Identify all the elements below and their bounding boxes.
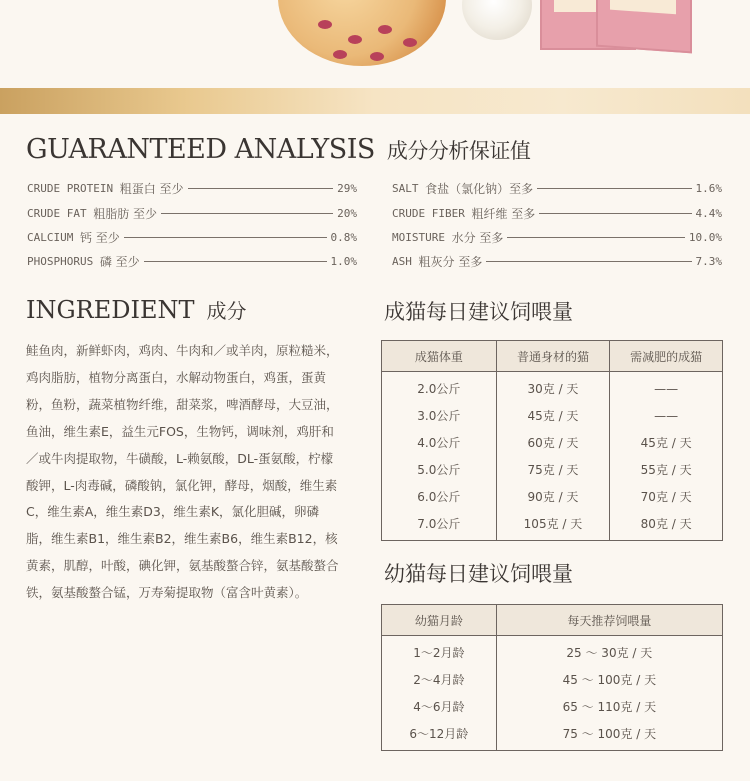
table-row: 6.0公斤 90克 / 天 70克 / 天 [382, 483, 723, 510]
table-header: 成猫体重 [382, 341, 497, 372]
table-row: 5.0公斤 75克 / 天 55克 / 天 [382, 456, 723, 483]
adult-feeding-title: 成猫每日建议饲喂量 [384, 300, 573, 324]
table-header: 幼猫月龄 [382, 605, 497, 636]
table-row: 2～4月龄 45 ～ 100克 / 天 [382, 666, 723, 693]
kitten-feeding-title: 幼猫每日建议饲喂量 [384, 562, 573, 586]
adult-feeding-table [381, 340, 723, 541]
product-banner-image [0, 0, 750, 88]
pizza-image [278, 0, 446, 66]
ingredient-list: 鲑鱼肉，新鲜虾肉，鸡肉、牛肉和／或羊肉，原粒糙米，鸡肉脂肪，植物分离蛋白，水解动物蛋白，鸡蛋，蛋黄粉，鱼粉，蔬菜植物纤维，甜菜浆，啤酒酵母，大豆油，鱼油，维生素E，益生元FOS，生物钙，调味剂，鸡肝和／或牛肉提取物，牛磺酸，L-赖氨酸，DL-蛋氨酸，柠檬酸钾，L-肉毒碱，磷酸钠，氯化钾，酵母，烟酸，维生素C，维生素A，维生素D3，维生素K，氯化胆碱，卵磷脂，维生素B1，维生素B2，维生素B6，维生素B12，核黄素，肌醇，叶酸，碘化钾，氨基酸螯合锌，氨基酸螯合铁，氨基酸螯合锰，万寿菊提取物（富含叶黄素）。 [26, 343, 339, 601]
analysis-row-phosphorus: PHOSPHORUS 磷 至少 1.0% [27, 255, 357, 269]
table-row: 2.0公斤 30克 / 天 —— [382, 372, 723, 403]
table-row: 4～6月龄 65 ～ 110克 / 天 [382, 693, 723, 720]
analysis-row-calcium: CALCIUM 钙 至少 0.8% [27, 231, 357, 245]
analysis-row-protein: CRUDE PROTEIN 粗蛋白 至少 29% [27, 182, 357, 196]
table-row: 7.0公斤 105克 / 天 80克 / 天 [382, 510, 723, 541]
table-row: 3.0公斤 45克 / 天 —— [382, 402, 723, 429]
analysis-row-ash: ASH 粗灰分 至多 7.3% [392, 255, 722, 269]
table-header: 每天推荐饲喂量 [496, 605, 722, 636]
gold-divider-band [0, 88, 750, 114]
table-row: 1～2月龄 25 ～ 30克 / 天 [382, 636, 723, 667]
table-row: 4.0公斤 60克 / 天 45克 / 天 [382, 429, 723, 456]
table-row: 6～12月龄 75 ～ 100克 / 天 [382, 720, 723, 751]
analysis-row-salt: SALT 食盐（氯化钠）至多 1.6% [392, 182, 722, 196]
analysis-row-fat: CRUDE FAT 粗脂肪 至少 20% [27, 207, 357, 221]
product-bag-image [596, 0, 692, 53]
analysis-row-moisture: MOISTURE 水分 至多 10.0% [392, 231, 722, 245]
table-header: 需减肥的成猫 [610, 341, 723, 372]
kitten-feeding-table [381, 604, 723, 751]
guaranteed-analysis-title: GUARANTEED ANALYSIS 成分分析保证值 [26, 134, 531, 165]
garlic-image [462, 0, 532, 40]
analysis-row-fiber: CRUDE FIBER 粗纤维 至多 4.4% [392, 207, 722, 221]
table-header: 普通身材的猫 [496, 341, 610, 372]
ingredient-title: INGREDIENT 成分 [26, 296, 247, 324]
